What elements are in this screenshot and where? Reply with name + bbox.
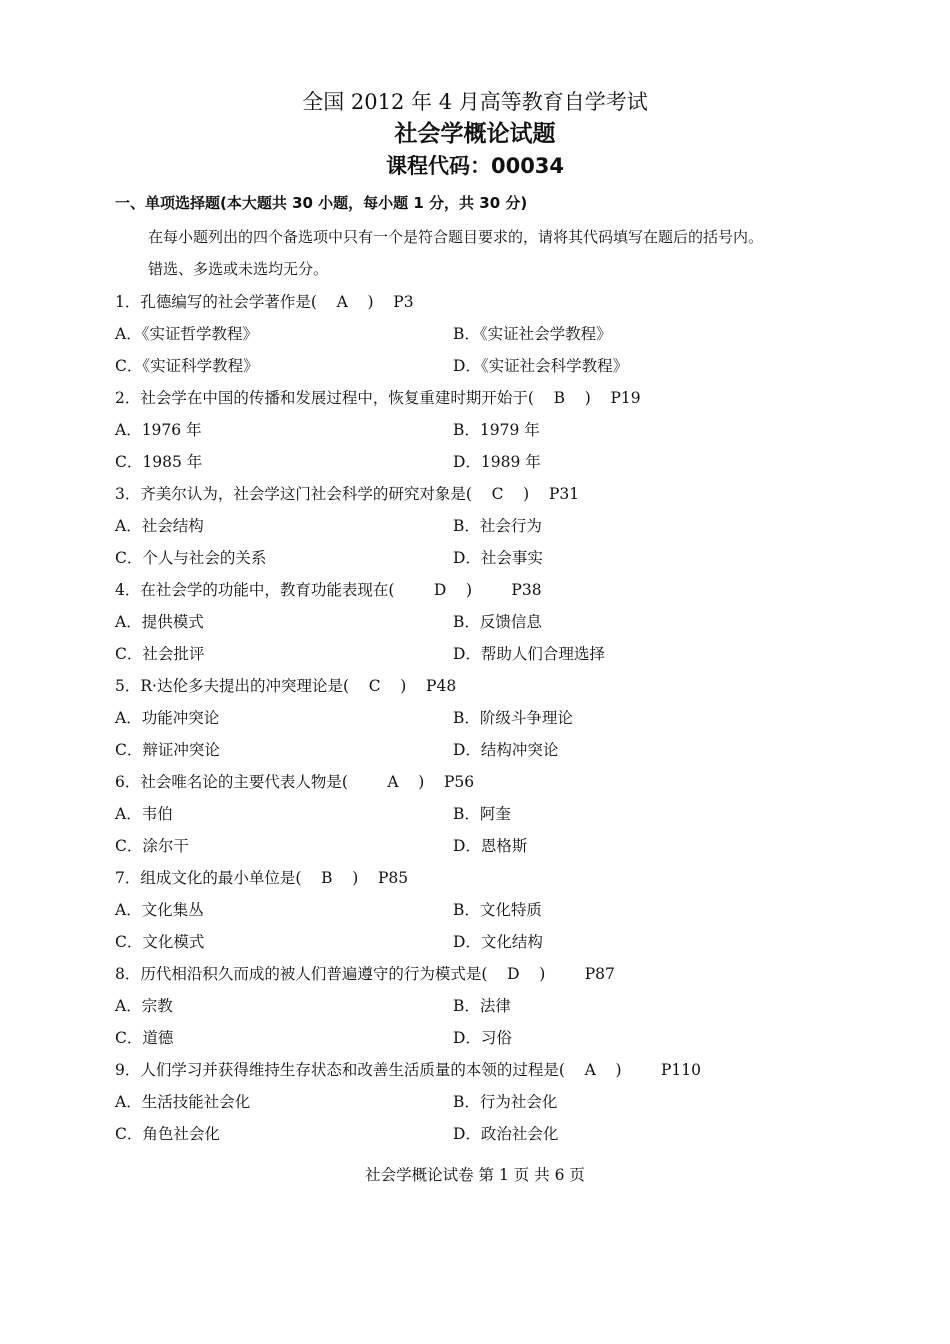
q8-option-a: A．宗教 (115, 997, 173, 1015)
q9-option-b: B．行为社会化 (453, 1093, 558, 1111)
q4-option-d: D．帮助人们合理选择 (453, 645, 605, 663)
instruction-line-1: 在每小题列出的四个备选项中只有一个是符合题目要求的，请将其代码填写在题后的括号内。 (148, 228, 764, 246)
q8-option-b: B．法律 (453, 997, 511, 1015)
q3-option-d: D．社会事实 (453, 549, 543, 567)
q6-option-a: A．韦伯 (115, 805, 173, 823)
page-footer: 社会学概论试卷 第 1 页 共 6 页 (365, 1166, 585, 1184)
question-5: 5．R·达伦多夫提出的冲突理论是( C ) P48 (115, 677, 457, 695)
q3-option-b: B．社会行为 (453, 517, 542, 535)
question-8: 8．历代相沿积久而成的被人们普遍遵守的行为模式是( D ) P87 (115, 965, 615, 983)
q1-option-d: D．《实证社会科学教程》 (453, 357, 629, 375)
q6-option-c: C．涂尔干 (115, 837, 189, 855)
q2-option-c: C．1985 年 (115, 453, 203, 471)
q6-option-d: D．恩格斯 (453, 837, 528, 855)
question-4: 4．在社会学的功能中，教育功能表现在( D ) P38 (115, 581, 542, 599)
q9-option-a: A．生活技能社会化 (115, 1093, 251, 1111)
instruction-line-2: 错选、多选或未选均无分。 (148, 260, 329, 278)
q7-option-a: A．文化集丛 (115, 901, 204, 919)
course-code: 课程代码：00034 (385, 154, 565, 178)
q9-option-c: C．角色社会化 (115, 1125, 220, 1143)
q7-option-d: D．文化结构 (453, 933, 543, 951)
q1-option-c: C．《实证科学教程》 (115, 357, 259, 375)
q5-option-b: B．阶级斗争理论 (453, 709, 573, 727)
question-2: 2．社会学在中国的传播和发展过程中，恢复重建时期开始于( B ) P19 (115, 389, 641, 407)
subject-title: 社会学概论试题 (394, 121, 556, 147)
question-1: 1．孔德编写的社会学著作是( A ) P3 (115, 293, 414, 311)
q7-option-c: C．文化模式 (115, 933, 205, 951)
q1-option-a: A．《实证哲学教程》 (115, 325, 258, 343)
section-heading: 一、单项选择题(本大题共 30 小题，每小题 1 分，共 30 分) (115, 194, 528, 212)
question-6: 6．社会唯名论的主要代表人物是( A ) P56 (115, 773, 475, 791)
q6-option-b: B．阿奎 (453, 805, 511, 823)
question-3: 3．齐美尔认为，社会学这门社会科学的研究对象是( C ) P31 (115, 485, 580, 503)
q1-option-b: B．《实证社会学教程》 (453, 325, 612, 343)
q9-option-d: D．政治社会化 (453, 1125, 559, 1143)
q7-option-b: B．文化特质 (453, 901, 542, 919)
q5-option-c: C．辩证冲突论 (115, 741, 220, 759)
q2-option-a: A．1976 年 (115, 421, 202, 439)
q8-option-c: C．道德 (115, 1029, 174, 1047)
q5-option-a: A．功能冲突论 (115, 709, 220, 727)
question-7: 7．组成文化的最小单位是( B ) P85 (115, 869, 409, 887)
q5-option-d: D．结构冲突论 (453, 741, 559, 759)
q3-option-c: C．个人与社会的关系 (115, 549, 267, 567)
exam-title: 全国 2012 年 4 月高等教育自学考试 (302, 90, 648, 114)
q4-option-b: B．反馈信息 (453, 613, 542, 631)
q2-option-b: B．1979 年 (453, 421, 540, 439)
question-9: 9．人们学习并获得维持生存状态和改善生活质量的本领的过程是( A ) P110 (115, 1061, 701, 1079)
q8-option-d: D．习俗 (453, 1029, 512, 1047)
q4-option-a: A．提供模式 (115, 613, 204, 631)
q2-option-d: D．1989 年 (453, 453, 541, 471)
q3-option-a: A．社会结构 (115, 517, 204, 535)
q4-option-c: C．社会批评 (115, 645, 205, 663)
